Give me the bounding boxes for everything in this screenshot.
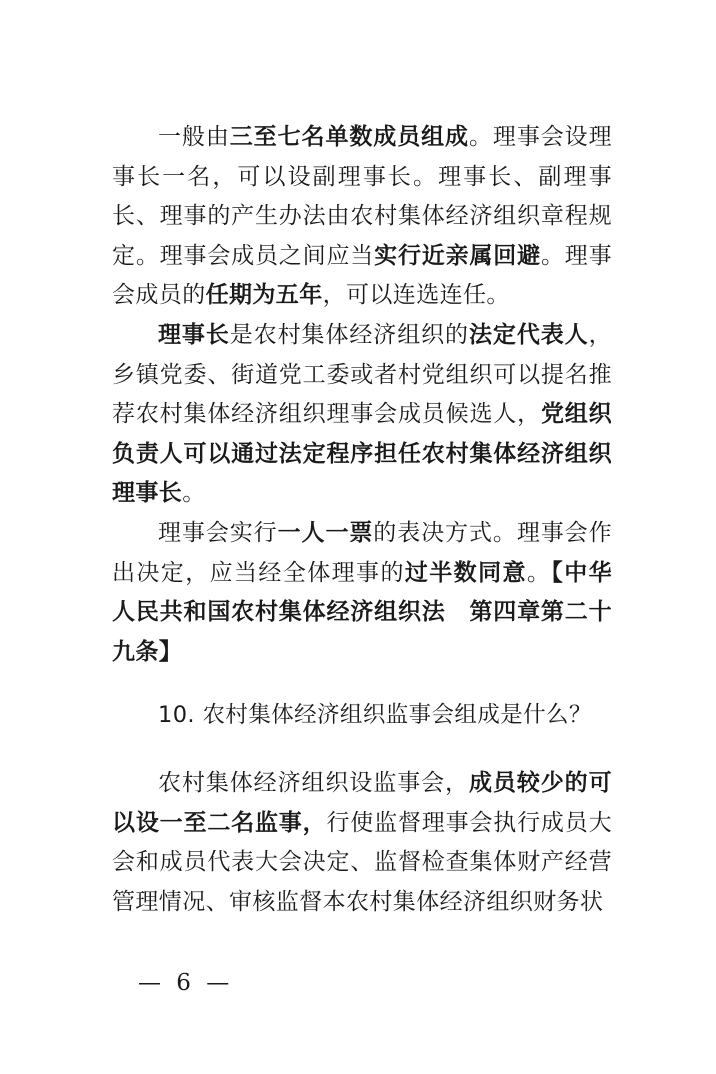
text-segment: 一般由 [158,124,230,150]
bold-segment: 三至七名单数成员组成 [229,124,469,150]
law-citation: 【中华人民共和国农村集体经济组织法 第四章第二十九条】 [112,559,613,665]
text-segment: ，乡镇党委、街道党工委或者村党组织可以提名推荐农村集体经济组织理事会成员候选人， [112,321,612,428]
bold-segment: 理事长 [158,321,230,348]
text-segment: 。理事会成员的 [112,242,612,309]
bold-segment: 过半数同意 [404,559,527,586]
text-segment: ，可以连选连任。 [322,282,510,309]
paragraph-supervisory-board [112,764,612,922]
bold-segment: 一人一票 [277,519,374,546]
bold-segment: 党组织负责人可以通过法定程序担任农村集体经济组织理事长 [112,401,612,507]
body-text [112,118,612,922]
text-segment: 。 [182,480,206,507]
question-heading: 10. 农村集体经济组织监事会组成是什么？ [158,702,592,729]
bold-segment: 实行近亲属回避 [374,242,541,269]
text-segment: 行使监督理事会执行成员大会和成员代表大会决定、监督检查集体财产经营管理情况、审核监督本农村集体经济组织财务状 [112,809,612,915]
text-segment: 。理事会设理事长一名，可以设副理事长。理事长、副理事长、理事的产生办法由农村集体经济组织章程规定。理事会成员之间应当 [112,124,612,269]
text-segment: 农村集体经济组织设监事会， [158,769,469,796]
text-segment: 。 [526,559,552,586]
text-segment: 是农村集体经济组织的 [229,321,469,348]
bold-segment: 法定代表人 [468,321,589,348]
paragraph-voting [112,514,612,672]
paragraph-council-composition [112,118,612,316]
bold-segment: 成员较少的可以设一至二名监事， [112,769,612,836]
text-segment: 理事会实行 [158,519,278,546]
page-number: — 6 — [138,970,234,996]
text-segment: 的表决方式。理事会作出决定，应当经全体理事的 [112,519,612,586]
paragraph-chairman [112,316,612,514]
bold-segment: 任期为五年 [205,282,323,309]
